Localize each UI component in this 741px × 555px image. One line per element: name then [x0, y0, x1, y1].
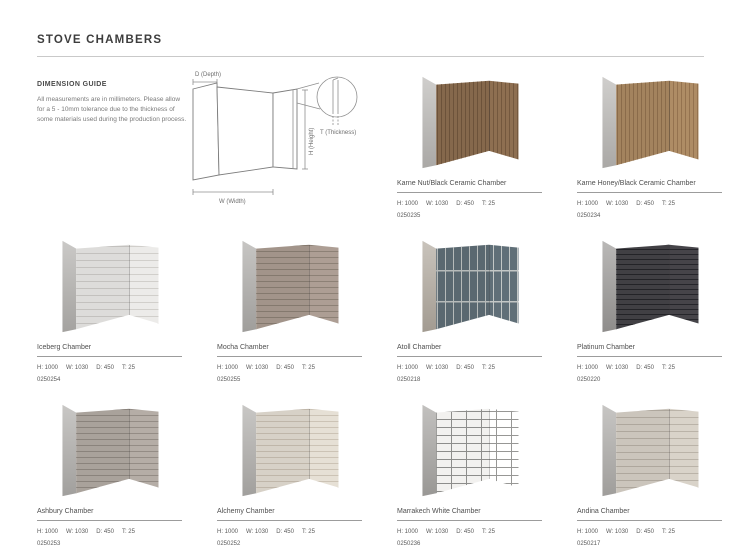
page-header [0, 0, 741, 57]
product-dim-h: H: 1000 [397, 201, 419, 207]
product-name: Karne Nut/Black Ceramic Chamber [397, 180, 542, 193]
chamber-corner-edge [309, 409, 310, 479]
product-dimensions [577, 201, 722, 207]
product-dimensions [397, 201, 542, 207]
product-dim-w: W: 1030 [426, 365, 449, 371]
product-card [217, 239, 362, 383]
product-dim-h: H: 1000 [577, 201, 599, 207]
product-dim-d: D: 450 [456, 201, 474, 207]
product-name: Marrakech White Chamber [397, 508, 542, 521]
product-dim-d: D: 450 [636, 365, 654, 371]
product-sku: 0250255 [217, 377, 241, 383]
product-dim-h: H: 1000 [397, 529, 419, 535]
product-dim-d: D: 450 [276, 365, 294, 371]
product-dim-w: W: 1030 [426, 201, 449, 207]
diagram-label-depth: D (Depth) [195, 72, 222, 78]
chamber-render [601, 239, 699, 335]
product-sku: 0250254 [37, 377, 61, 383]
product-sku: 0250235 [397, 213, 421, 219]
product-dim-d: D: 450 [96, 365, 114, 371]
chamber-render [241, 403, 339, 499]
chamber-render [421, 75, 519, 171]
product-dim-w: W: 1030 [66, 365, 89, 371]
product-dim-h: H: 1000 [37, 529, 59, 535]
product-card [37, 239, 182, 383]
chamber-corner-edge [669, 409, 670, 479]
products-grid [37, 72, 722, 547]
product-dimensions [37, 529, 182, 535]
chamber-render [61, 239, 159, 335]
chamber-corner-edge [669, 81, 670, 151]
product-sku: 0250218 [397, 377, 421, 383]
product-image [61, 239, 159, 335]
product-image [421, 403, 519, 499]
product-dim-h: H: 1000 [397, 365, 419, 371]
chamber-corner-edge [489, 245, 490, 315]
product-sku: 0250234 [577, 213, 601, 219]
header-divider [37, 56, 704, 57]
product-card [397, 403, 542, 547]
chamber-corner-edge [129, 409, 130, 479]
diagram-label-height: H (Height) [309, 127, 315, 155]
product-image [601, 403, 699, 499]
product-dim-h: H: 1000 [577, 365, 599, 371]
dimension-guide [37, 72, 362, 219]
chamber-render [61, 403, 159, 499]
product-dim-t: T: 25 [481, 529, 495, 535]
product-dimensions [217, 365, 362, 371]
product-dim-d: D: 450 [636, 201, 654, 207]
chamber-render [601, 75, 699, 171]
product-dim-t: T: 25 [121, 365, 135, 371]
product-dim-w: W: 1030 [426, 529, 449, 535]
product-dim-t: T: 25 [301, 529, 315, 535]
product-dimensions [217, 529, 362, 535]
chamber-render [421, 403, 519, 499]
product-dim-w: W: 1030 [66, 529, 89, 535]
product-dimensions [577, 365, 722, 371]
product-image [601, 75, 699, 171]
product-dim-w: W: 1030 [246, 529, 269, 535]
product-name: Platinum Chamber [577, 344, 722, 357]
page-title: STOVE CHAMBERS [37, 34, 163, 46]
product-card [37, 403, 182, 547]
product-dimensions [37, 365, 182, 371]
product-card [577, 75, 722, 219]
product-image [61, 403, 159, 499]
product-dim-t: T: 25 [481, 365, 495, 371]
product-name: Ashbury Chamber [37, 508, 182, 521]
product-name: Mocha Chamber [217, 344, 362, 357]
product-dim-d: D: 450 [636, 529, 654, 535]
chamber-render [421, 239, 519, 335]
product-dim-t: T: 25 [661, 529, 675, 535]
product-dim-w: W: 1030 [606, 201, 629, 207]
chamber-render [241, 239, 339, 335]
product-sku: 0250220 [577, 377, 601, 383]
product-dimensions [397, 529, 542, 535]
product-dim-d: D: 450 [276, 529, 294, 535]
dimension-guide-text [37, 75, 189, 125]
product-dim-d: D: 450 [96, 529, 114, 535]
dimension-diagram-icon [189, 63, 364, 213]
product-dim-d: D: 450 [456, 529, 474, 535]
product-name: Atoll Chamber [397, 344, 542, 357]
product-image [421, 239, 519, 335]
product-sku: 0250253 [37, 541, 61, 547]
product-dim-t: T: 25 [121, 529, 135, 535]
product-card [577, 403, 722, 547]
product-sku: 0250236 [397, 541, 421, 547]
product-dim-d: D: 450 [456, 365, 474, 371]
chamber-corner-edge [309, 245, 310, 315]
chamber-render [601, 403, 699, 499]
product-card [217, 403, 362, 547]
product-dim-w: W: 1030 [246, 365, 269, 371]
product-dim-h: H: 1000 [217, 365, 239, 371]
product-image [421, 75, 519, 171]
product-name: Iceberg Chamber [37, 344, 182, 357]
product-name: Karne Honey/Black Ceramic Chamber [577, 180, 722, 193]
product-dim-t: T: 25 [661, 365, 675, 371]
product-card [397, 75, 542, 219]
diagram-label-width: W (Width) [219, 199, 246, 205]
product-dimensions [397, 365, 542, 371]
product-card [577, 239, 722, 383]
product-sku: 0250217 [577, 541, 601, 547]
dimension-guide-body: All measurements are in millimeters. Please allow for a 5 - 10mm tolerance due to the thickness of some materials used during the production process. [37, 96, 187, 124]
product-dimensions [577, 529, 722, 535]
chamber-corner-edge [489, 409, 490, 479]
product-name: Alchemy Chamber [217, 508, 362, 521]
chamber-corner-edge [489, 81, 490, 151]
product-dim-t: T: 25 [481, 201, 495, 207]
product-dim-h: H: 1000 [217, 529, 239, 535]
chamber-corner-edge [669, 245, 670, 315]
dimension-guide-heading: DIMENSION GUIDE [37, 81, 107, 88]
product-sku: 0250252 [217, 541, 241, 547]
product-card [397, 239, 542, 383]
product-dim-w: W: 1030 [606, 365, 629, 371]
product-dim-t: T: 25 [661, 201, 675, 207]
chamber-corner-edge [129, 245, 130, 315]
product-image [241, 403, 339, 499]
product-image [601, 239, 699, 335]
diagram-label-thickness: T (Thickness) [320, 130, 357, 136]
product-name: Andina Chamber [577, 508, 722, 521]
product-image [241, 239, 339, 335]
product-dim-t: T: 25 [301, 365, 315, 371]
product-dim-h: H: 1000 [577, 529, 599, 535]
product-dim-h: H: 1000 [37, 365, 59, 371]
product-dim-w: W: 1030 [606, 529, 629, 535]
